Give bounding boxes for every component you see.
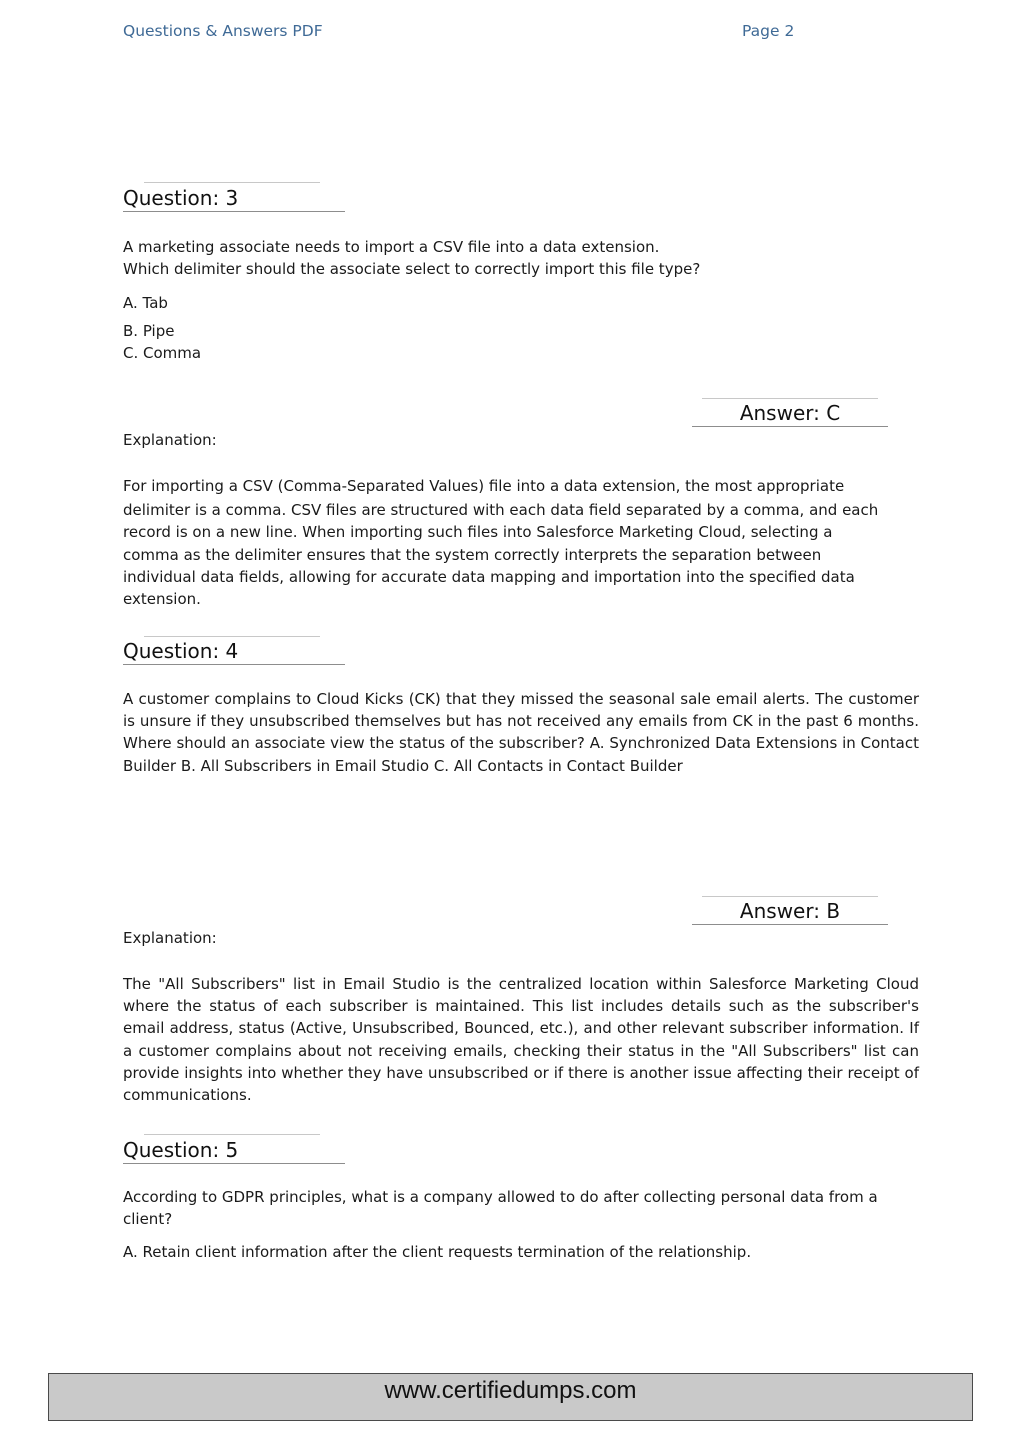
explanation-line: comma as the delimiter ensures that the system correctly interprets the separation between [123,545,822,564]
answer-4-top-rule [702,896,878,897]
question-4-explanation: The "All Subscribers" list in Email Studio is the centralized location within Salesforce Marketing Cloud where the status of each subscriber is maintained. This list includes details such as the subscriber's email address, status (Active, Unsubscribed, Bounced, etc.), and other relevant subscriber information. If a customer complains about not receiving emails, checking their status in the "All Subscribers" list can provide insights into whether they have unsubscribed or if there is another issue affecting their receipt of communications. [123,975,919,1105]
explanation-line: For importing a CSV (Comma-Separated Values) file into a data extension, the most appropriate [123,477,845,495]
question-5-top-rule [144,1134,320,1135]
question-3-explanation [123,475,919,610]
question-3-explanation-label: Explanation: [123,431,217,449]
question-3-answer: Answer: C [692,400,888,427]
header-title: Questions & Answers PDF [123,22,323,40]
answer-3-top-rule [702,398,878,399]
page-number: Page 2 [742,22,795,40]
footer-url: www.certifiedumps.com [384,1377,637,1404]
question-5-prompt-line-2: client? [123,1210,173,1228]
question-5-option-a: A. Retain client information after the client requests termination of the relationship. [123,1243,752,1261]
explanation-line: record is on a new line. When importing such files into Salesforce Marketing Cloud, selecting a [123,523,833,542]
question-3-prompt-line-1: A marketing associate needs to import a CSV file into a data extension. [123,238,660,256]
question-4-heading: Question: 4 [123,638,345,665]
explanation-line: individual data fields, allowing for accurate data mapping and importation into the specified data [123,567,855,586]
explanation-line: delimiter is a comma. CSV files are structured with each data field separated by a comma, and each [123,501,879,520]
question-3-top-rule [144,182,320,183]
question-3-option-b: B. Pipe [123,322,175,340]
question-5-prompt-line-1: According to GDPR principles, what is a company allowed to do after collecting personal data from a [123,1188,878,1206]
explanation-line: extension. [123,590,201,609]
question-3-option-a: A. Tab [123,294,168,312]
question-3-heading: Question: 3 [123,185,345,212]
question-4-prompt: A customer complains to Cloud Kicks (CK) that they missed the seasonal sale email alerts. The customer is unsure if they unsubscribed themselves but has not received any emails from CK in the past 6 months. Where should an associate view the status of the subscriber? A. Synchronized Data Extensions in Contact Builder B. All Subscribers in Email Studio C. All Contacts in Contact Builder [123,690,919,775]
question-3-option-c: C. Comma [123,344,202,362]
footer-banner [48,1373,973,1421]
question-4-explanation-label: Explanation: [123,929,217,947]
question-3-prompt-line-2: Which delimiter should the associate select to correctly import this file type? [123,260,701,278]
question-4-answer: Answer: B [692,898,888,925]
question-5-heading: Question: 5 [123,1137,345,1164]
question-4-top-rule [144,636,320,637]
